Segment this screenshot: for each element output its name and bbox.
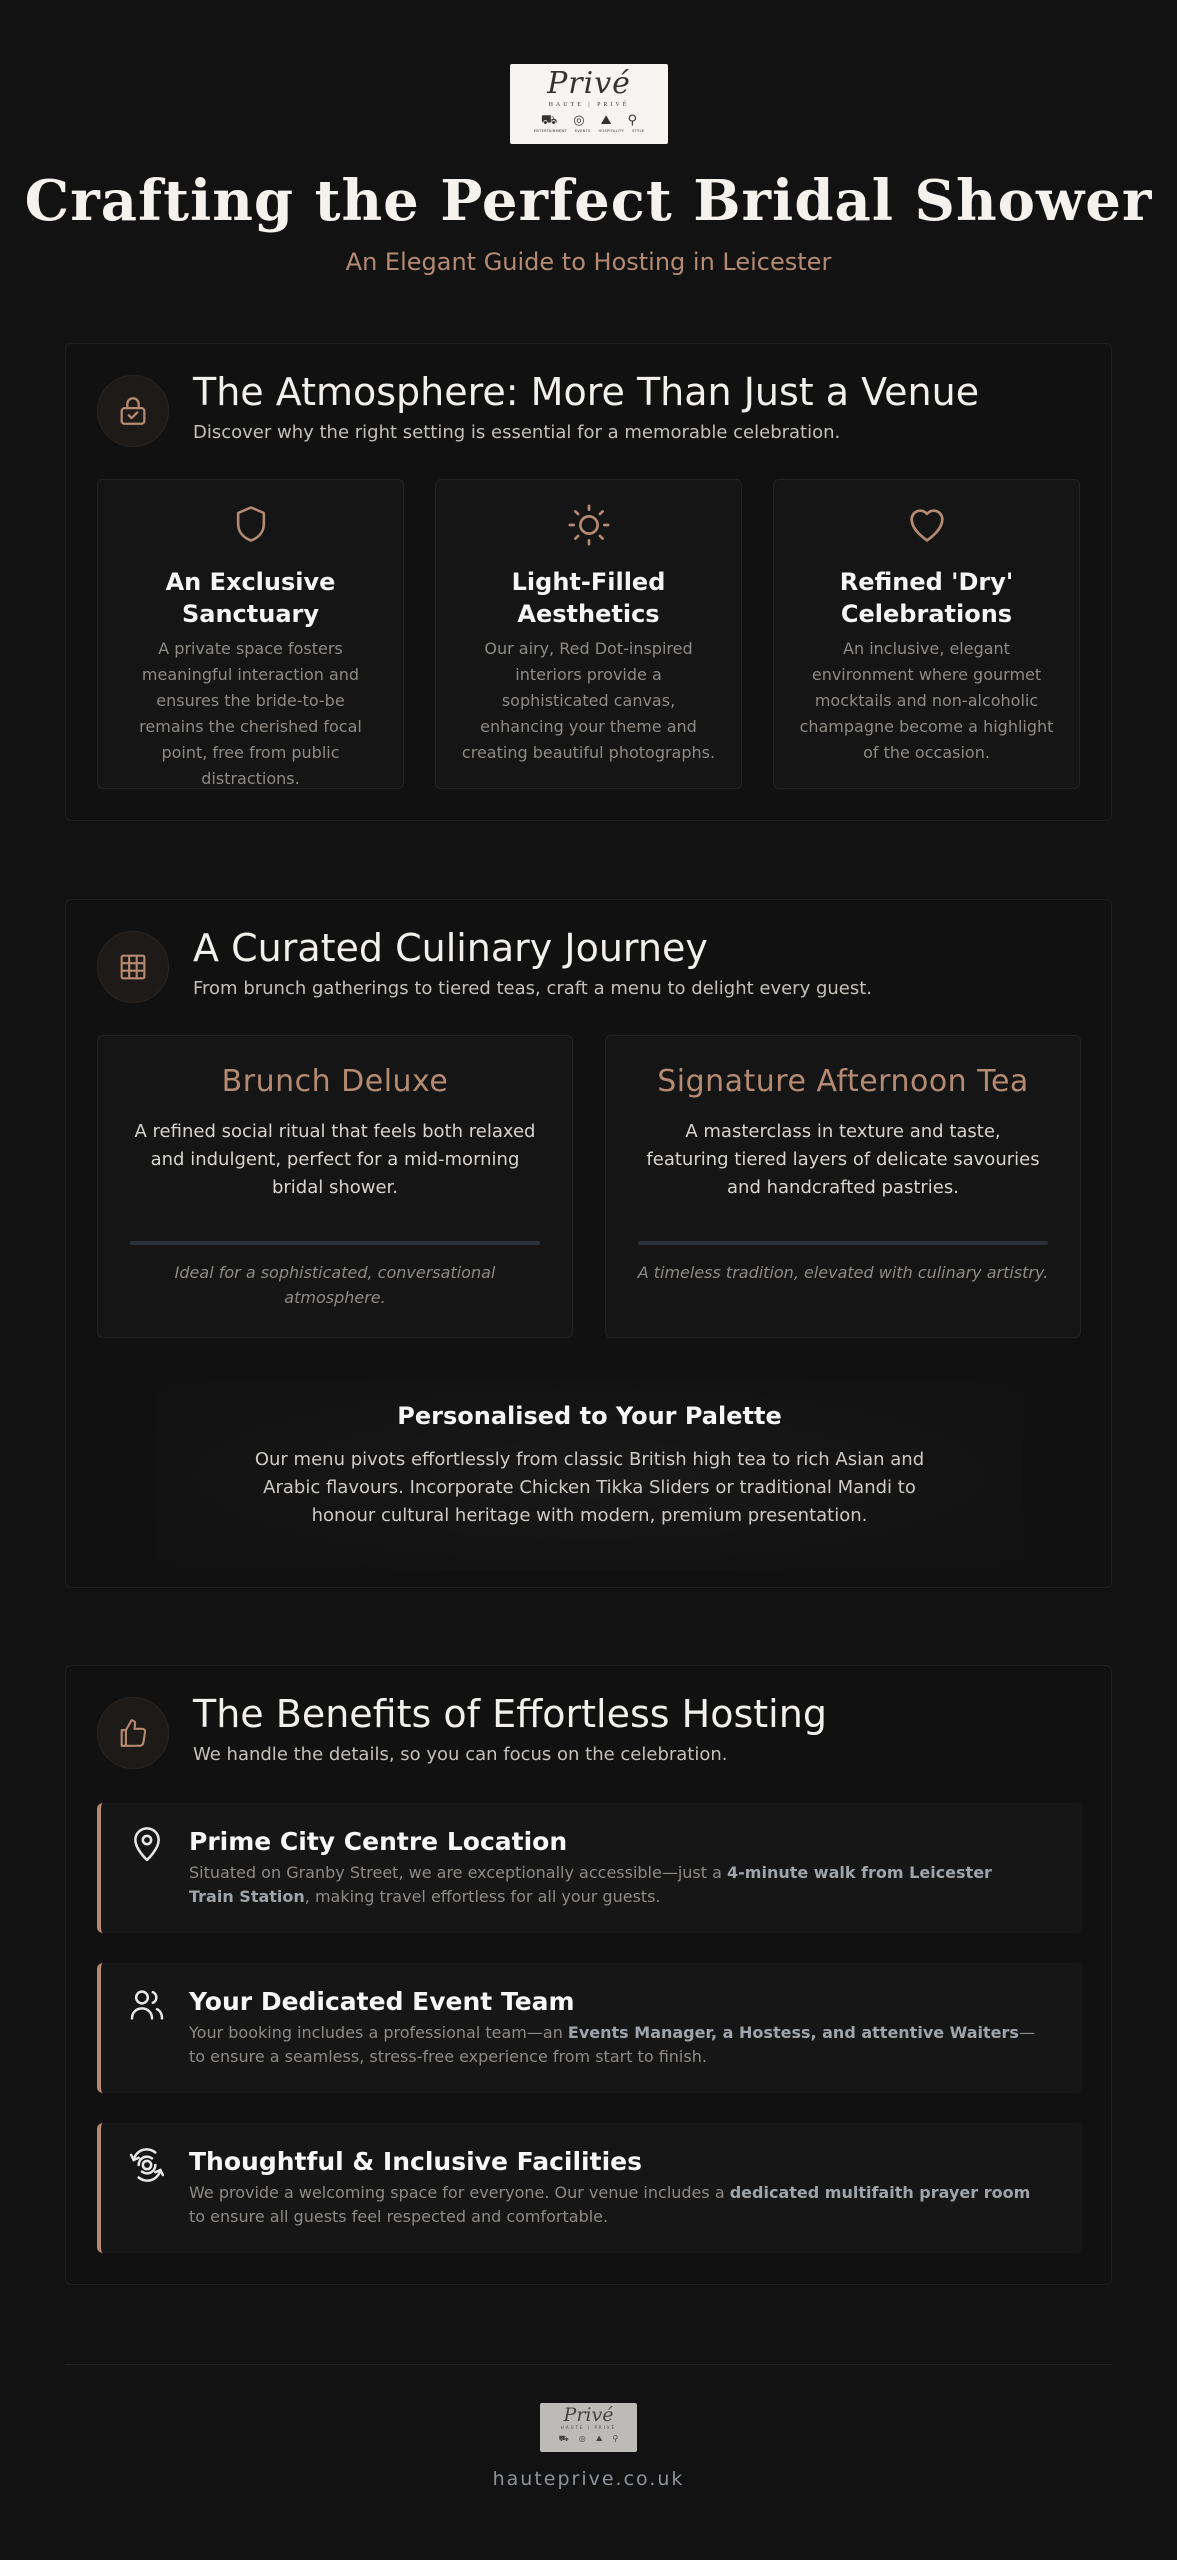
feature-text: Our airy, Red Dot-inspired interiors provide a sophisticated canvas, enhancing your theme and creating beautiful photographs.: [461, 639, 716, 762]
benefits-title: The Benefits of Effortless Hosting: [193, 1692, 827, 1736]
culinary-section: [65, 899, 1112, 1588]
figure-icon: ⚲: [627, 113, 638, 128]
menu-text: A masterclass in texture and taste, featuring tiered layers of delicate savouries and handcrafted pastries.: [646, 1121, 1040, 1198]
atmosphere-description: Discover why the right setting is essential for a memorable celebration.: [193, 422, 841, 443]
menu-title: Brunch Deluxe: [221, 1064, 449, 1099]
lock-icon: [97, 375, 169, 447]
page-title: Crafting the Perfect Bridal Shower: [24, 168, 1153, 234]
palette-text: Our menu pivots effortlessly from classic British high tea to rich Asian and Arabic flavours. Incorporate Chicken Tikka Sliders or traditional Mandi to honour cultural heritage with modern, premium presentation.: [254, 1449, 925, 1526]
feature-card: [773, 479, 1080, 789]
inclusive-icon: [127, 2145, 167, 2185]
heart-icon: [774, 502, 1079, 550]
page-subtitle: An Elegant Guide to Hosting in Leicester: [345, 248, 832, 276]
website-link[interactable]: hauteprive.co.uk: [492, 2468, 685, 2490]
menu-note: Ideal for a sophisticated, conversational atmosphere.: [174, 1263, 496, 1307]
logo-caption: ENTERTAINMENT: [533, 129, 567, 133]
feature-card: [435, 479, 742, 789]
tray-icon: ⛰: [595, 2434, 603, 2443]
footer-logo-wordmark: Privé: [563, 2404, 614, 2426]
logo-caption: STYLE: [632, 129, 645, 133]
logo-wordmark: Privé: [547, 66, 631, 101]
sun-icon: [436, 502, 741, 550]
footer-logo-icons: [559, 2434, 619, 2444]
ring-icon: ◎: [573, 113, 585, 128]
menu-title: Signature Afternoon Tea: [657, 1064, 1029, 1099]
benefit-item: [97, 2123, 1082, 2253]
footer-logo-subtitle: HAUTE | PRIVÉ: [560, 2425, 617, 2430]
benefit-title: Your Dedicated Event Team: [189, 1987, 575, 2016]
divider: [638, 1241, 1048, 1245]
users-icon: [127, 1985, 167, 2025]
menu-card: [97, 1035, 573, 1338]
benefit-text: Situated on Granby Street, we are exceptionally accessible—just a 4-minute walk from Leicester Train Station, making travel effortless for all your guests.: [189, 1863, 992, 1906]
benefit-title: Prime City Centre Location: [189, 1827, 568, 1856]
benefit-item: [97, 1963, 1082, 2093]
atmosphere-section: [65, 343, 1112, 821]
tray-icon: ⛰: [600, 113, 612, 128]
logo-captions: [534, 129, 645, 133]
footer-logo: [540, 2403, 637, 2452]
culinary-title: A Curated Culinary Journey: [193, 926, 708, 970]
menu-text: A refined social ritual that feels both relaxed and indulgent, perfect for a mid-morning bridal shower.: [134, 1121, 536, 1198]
feature-text: An inclusive, elegant environment where gourmet mocktails and non-alcoholic champagne become a highlight of the occasion.: [799, 639, 1054, 762]
logo-caption: HOSPITALITY: [598, 129, 625, 133]
thumbs-up-icon: [97, 1697, 169, 1769]
benefits-description: We handle the details, so you can focus on the celebration.: [193, 1744, 728, 1765]
menu-note: A timeless tradition, elevated with culinary artistry.: [637, 1263, 1049, 1282]
map-pin-icon: [127, 1825, 167, 1865]
grid-icon: [97, 931, 169, 1003]
benefits-section: [65, 1665, 1112, 2285]
benefit-text: Your booking includes a professional team—an Events Manager, a Hostess, and attentive Waiters—to ensure a seamless, stress-free experience from start to finish.: [189, 2023, 1035, 2066]
feature-card: [97, 479, 404, 789]
divider: [130, 1241, 540, 1245]
brand-logo: [510, 64, 668, 144]
footer-divider: [65, 2364, 1112, 2365]
feature-title: Refined 'Dry' Celebrations: [839, 568, 1014, 628]
logo-icons: [541, 114, 637, 128]
logo-caption: EVENTS: [574, 129, 591, 133]
logo-subtitle: HAUTE | PRIVÉ: [548, 102, 630, 108]
ring-icon: ◎: [578, 2434, 586, 2443]
benefit-title: Thoughtful & Inclusive Facilities: [189, 2147, 642, 2176]
figure-icon: ⚲: [612, 2434, 619, 2443]
palette-title: Personalised to Your Palette: [397, 1402, 782, 1430]
menu-card: [605, 1035, 1081, 1338]
feature-title: An Exclusive Sanctuary: [165, 568, 336, 628]
culinary-description: From brunch gatherings to tiered teas, craft a menu to delight every guest.: [193, 978, 873, 999]
benefit-text: We provide a welcoming space for everyone. Our venue includes a dedicated multifaith prayer room to ensure all guests feel respected and comfortable.: [189, 2183, 1031, 2226]
feature-text: A private space fosters meaningful interaction and ensures the bride-to-be remains the cherished focal point, free from public distractions.: [139, 639, 362, 788]
car-icon: ⛟: [558, 2434, 569, 2443]
palette-callout: [156, 1380, 1023, 1570]
shield-icon: [98, 502, 403, 550]
atmosphere-title: The Atmosphere: More Than Just a Venue: [193, 370, 980, 414]
feature-title: Light-Filled Aesthetics: [511, 568, 666, 628]
car-icon: ⛟: [540, 113, 558, 128]
benefit-item: [97, 1803, 1082, 1933]
